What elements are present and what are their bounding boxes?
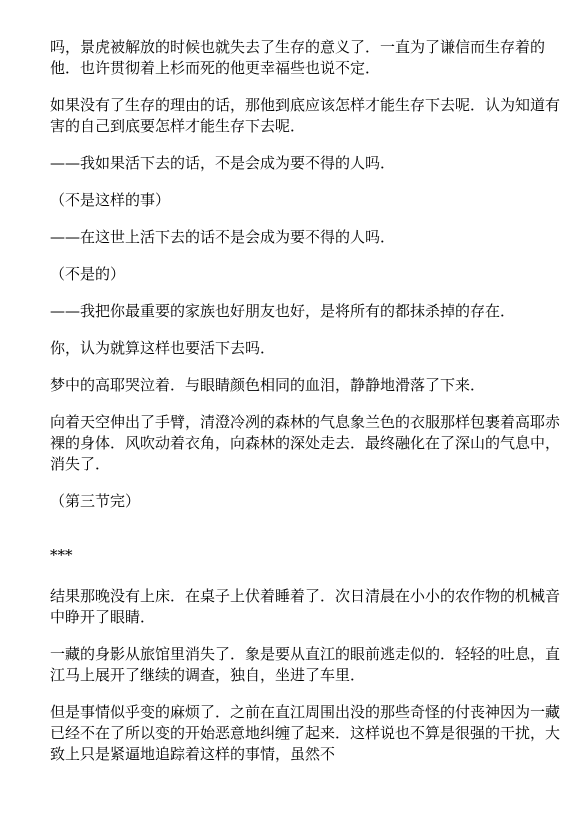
paragraph-12: 一藏的身影从旅馆里消失了．象是要从直江的眼前逃走似的．轻轻的吐息，直江马上展开了继续的调查，独自，坐进了车里． <box>50 645 561 684</box>
paragraph-13: 但是事情似乎变的麻烦了．之前在直江周围出没的那些奇怪的付丧神因为一藏已经不在了所以变的开始恶意地纠缠了起来．这样说也不算是很强的干扰，大致上只是紧逼地追踪着这样的事情，虽然不 <box>50 703 561 763</box>
paragraph-5: ——在这世上活下去的话不是会成为要不得的人吗． <box>50 228 396 246</box>
section-end-note: （第三节完） <box>50 492 141 510</box>
paragraph-8: 你，认为就算这样也要活下去吗． <box>50 339 276 357</box>
paragraph-3: ——我如果活下去的话，不是会成为要不得的人吗． <box>50 154 396 172</box>
paragraph-6: （不是的） <box>50 265 126 283</box>
paragraph-10: 向着天空伸出了手臂，清澄冷冽的森林的气息象兰色的衣服那样包裹着高耶赤裸的身体．风吹动着衣角，向森林的深处走去．最终融化在了深山的气息中，消失了． <box>50 413 561 473</box>
document-page <box>50 37 560 781</box>
paragraph-2: 如果没有了生存的理由的话，那他到底应该怎样才能生存下去呢．认为知道有害的自己到底要怎样才能生存下去呢． <box>50 96 561 135</box>
paragraph-7: ——我把你最重要的家族也好朋友也好，是将所有的都抹杀掉的存在． <box>50 302 516 320</box>
paragraph-9: 梦中的高耶哭泣着．与眼睛颜色相同的血泪，静静地滑落了下来． <box>50 376 486 394</box>
section-separator: *** <box>50 546 73 564</box>
paragraph-4: （不是这样的事） <box>50 191 171 209</box>
paragraph-11: 结果那晚没有上床．在桌子上伏着睡着了．次日清晨在小小的农作物的机械音中睁开了眼睛． <box>50 587 561 626</box>
paragraph-1: 吗，景虎被解放的时候也就失去了生存的意义了．一直为了谦信而生存着的他．也许贯彻着上杉而死的他更幸福些也说不定． <box>50 38 546 77</box>
